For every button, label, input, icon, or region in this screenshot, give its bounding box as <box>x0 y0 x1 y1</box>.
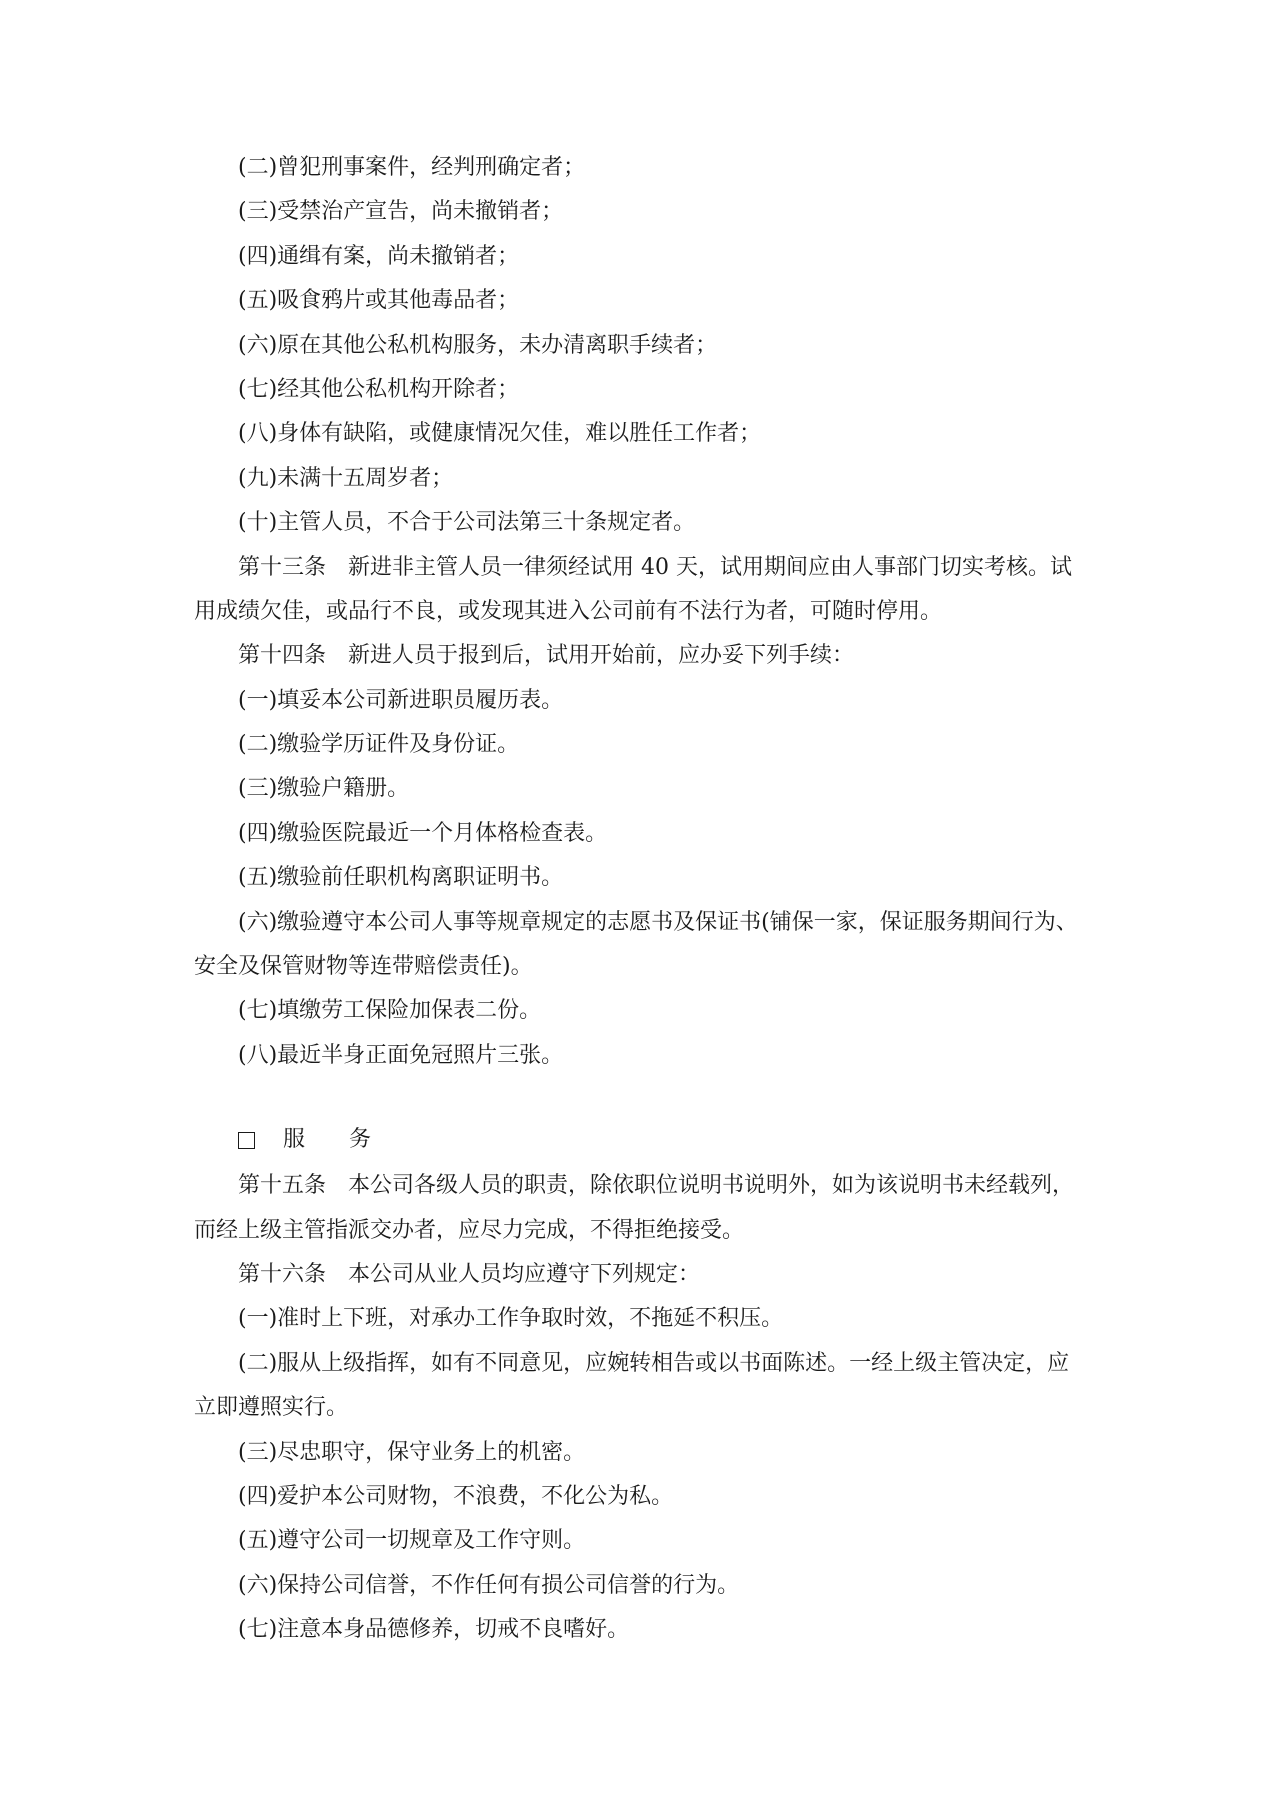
text-line: (一)准时上下班，对承办工作争取时效，不拖延不积压。 <box>238 1306 784 1332</box>
text-line: (四)爱护本公司财物，不浪费，不化公为私。 <box>238 1483 674 1509</box>
text-line: (七)经其他公私机构开除者； <box>238 376 520 402</box>
document-body <box>194 146 1096 1653</box>
text-line: 第十三条 新进非主管人员一律须经试用 40 天，试用期间应由人事部门切实考核。试 <box>238 554 1072 580</box>
text-line: (八)身体有缺陷，或健康情况欠佳，难以胜任工作者； <box>238 421 762 447</box>
text-line: 第十六条 本公司从业人员均应遵守下列规定： <box>238 1261 701 1287</box>
text-line: (五)遵守公司一切规章及工作守则。 <box>238 1528 586 1554</box>
text-line: (四)通缉有案，尚未撤销者； <box>238 243 520 269</box>
text-line: (一)填妥本公司新进职员履历表。 <box>238 687 564 713</box>
text-line: (十)主管人员，不合于公司法第三十条规定者。 <box>238 510 696 536</box>
text-line: (六)保持公司信誉，不作任何有损公司信誉的行为。 <box>238 1572 740 1598</box>
text-line: (六)原在其他公私机构服务，未办清离职手续者； <box>238 332 718 358</box>
text-line: 而经上级主管指派交办者，应尽力完成，不得拒绝接受。 <box>194 1217 745 1243</box>
regulations-block-2 <box>194 1164 1096 1652</box>
text-line: (二)缴验学历证件及身份证。 <box>238 732 520 758</box>
section-title: 服务 <box>283 1127 416 1153</box>
text-line: (九)未满十五周岁者； <box>238 465 454 491</box>
text-line: (八)最近半身正面免冠照片三张。 <box>238 1042 564 1068</box>
text-line: (二)曾犯刑事案件，经判刑确定者； <box>238 155 586 180</box>
text-line: (四)缴验医院最近一个月体格检查表。 <box>238 820 608 846</box>
text-line: 第十四条 新进人员于报到后，试用开始前，应办妥下列手续： <box>238 643 855 669</box>
text-line: 立即遵照实行。 <box>194 1395 349 1421</box>
text-line: (三)尽忠职守，保守业务上的机密。 <box>238 1439 586 1465</box>
regulations-block-1 <box>194 146 1096 1078</box>
text-line: (六)缴验遵守本公司人事等规章规定的志愿书及保证书(铺保一家，保证服务期间行为、 <box>238 909 1078 935</box>
checkbox-square-icon <box>238 1132 255 1149</box>
section-gap <box>194 1078 1096 1118</box>
text-line: (二)服从上级指挥，如有不同意见，应婉转相告或以书面陈述。一经上级主管决定，应 <box>238 1350 1070 1376</box>
text-line: 第十五条 本公司各级人员的职责，除依职位说明书说明外，如为该说明书未经载列， <box>238 1173 1075 1199</box>
text-line: (七)填缴劳工保险加保表二份。 <box>238 998 542 1024</box>
text-line: (七)注意本身品德修养，切戒不良嗜好。 <box>238 1617 630 1643</box>
text-line: (五)吸食鸦片或其他毒品者； <box>238 288 520 314</box>
section-heading <box>194 1118 1096 1162</box>
text-line: (三)缴验户籍册。 <box>238 776 410 802</box>
text-line: (三)受禁治产宣告，尚未撤销者； <box>238 199 564 225</box>
text-line: (五)缴验前任职机构离职证明书。 <box>238 865 564 891</box>
text-line: 用成绩欠佳，或品行不良，或发现其进入公司前有不法行为者，可随时停用。 <box>194 598 943 624</box>
text-line: 安全及保管财物等连带赔偿责任)。 <box>194 954 533 980</box>
